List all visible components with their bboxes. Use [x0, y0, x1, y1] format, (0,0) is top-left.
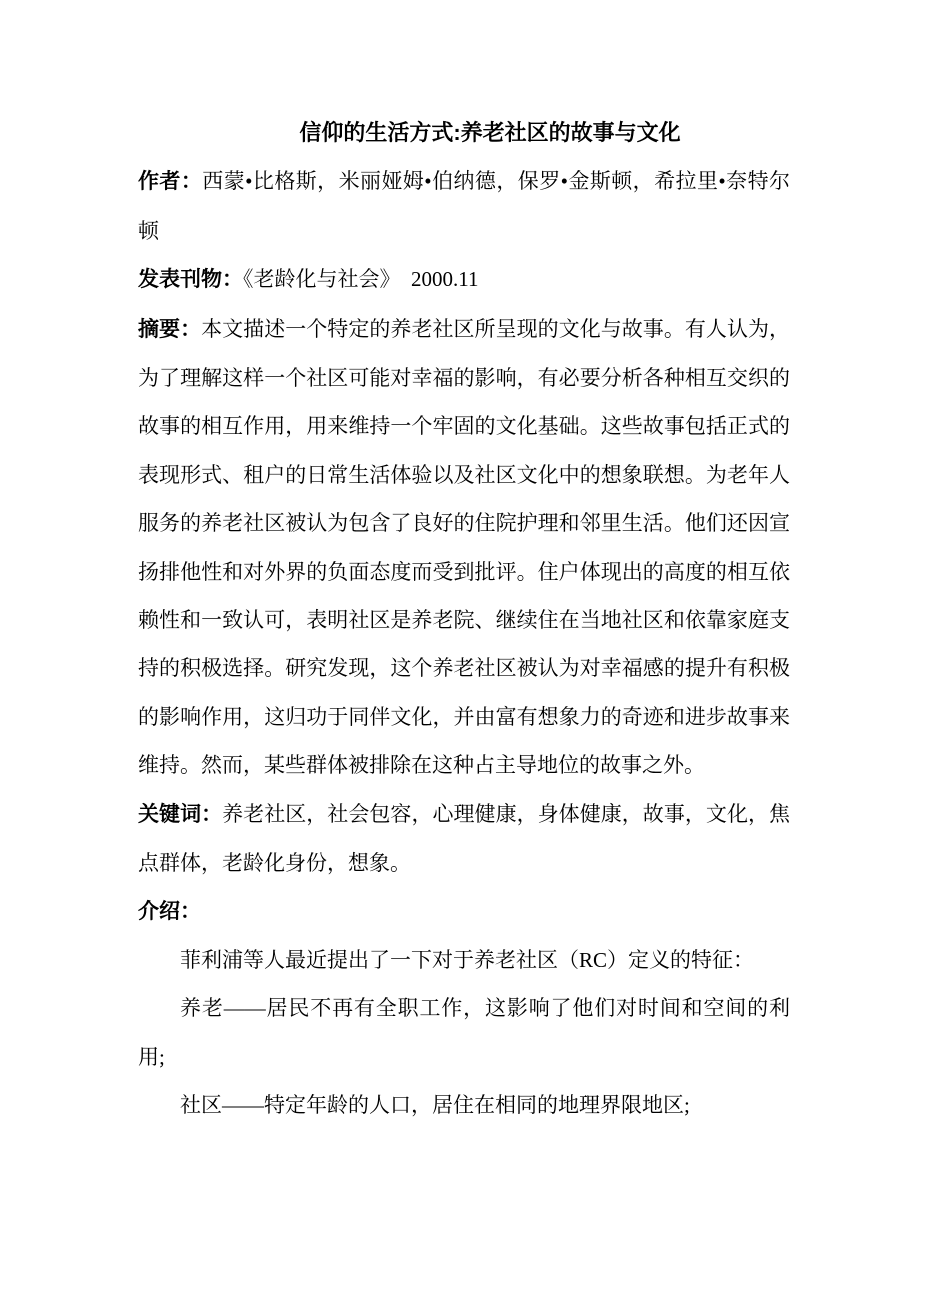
document-title: 信仰的生活方式:养老社区的故事与文化: [299, 120, 681, 145]
author-line: [138, 157, 790, 255]
intro-paragraph-community: 社区——特定年龄的人口，居住在相同的地理界限地区;: [180, 1093, 690, 1118]
intro-heading: 介绍：: [138, 899, 201, 923]
keywords-text: 养老社区，社会包容，心理健康，身体健康，故事，文化，焦点群体，老龄化身份，想象。: [138, 801, 791, 876]
publication-label: 发表刊物：: [138, 268, 243, 292]
abstract-text: 本文描述一个特定的养老社区所呈现的文化与故事。有人认为，为了理解这样一个社区可能对幸福的影响，有必要分析各种相互交织的故事的相互作用，用来维持一个牢固的文化基础。这些故事包括正式的表现形式、租户的日常生活体验以及社区文化中的想象联想。为老年人服务的养老社区被认为包含了良好的住院护理和邻里生活。他们还因宣扬排他性和对外界的负面态度而受到批评。住户体现出的高度的相互依赖性和一致认可，表明社区是养老院、继续住在当地社区和依靠家庭支持的积极选择。研究发现，这个养老社区被认为对幸福感的提升有积极的影响作用，这归功于同伴文化，并由富有想象力的奇迹和进步故事来维持。然而，某些群体被排除在这种占主导地位的故事之外。: [138, 316, 791, 778]
intro-paragraph-definition: 菲利浦等人最近提出了一下对于养老社区（RC）定义的特征：: [180, 947, 755, 972]
abstract-paragraph: [138, 305, 790, 790]
keywords-paragraph: [138, 790, 790, 888]
abstract-label: 摘要：: [138, 317, 202, 341]
keywords-label: 关键词：: [138, 802, 223, 826]
intro-paragraph-retirement: 养老——居民不再有全职工作，这影响了他们对时间和空间的利用;: [138, 996, 790, 1069]
author-label: 作者：: [138, 170, 203, 194]
author-names: 西蒙•比格斯，米丽娅姆•伯纳德，保罗•金斯顿，希拉里•奈特尔顿: [138, 169, 791, 243]
publication-line: [138, 255, 790, 304]
publication-value: 《老龄化与社会》 2000.11: [243, 267, 479, 292]
